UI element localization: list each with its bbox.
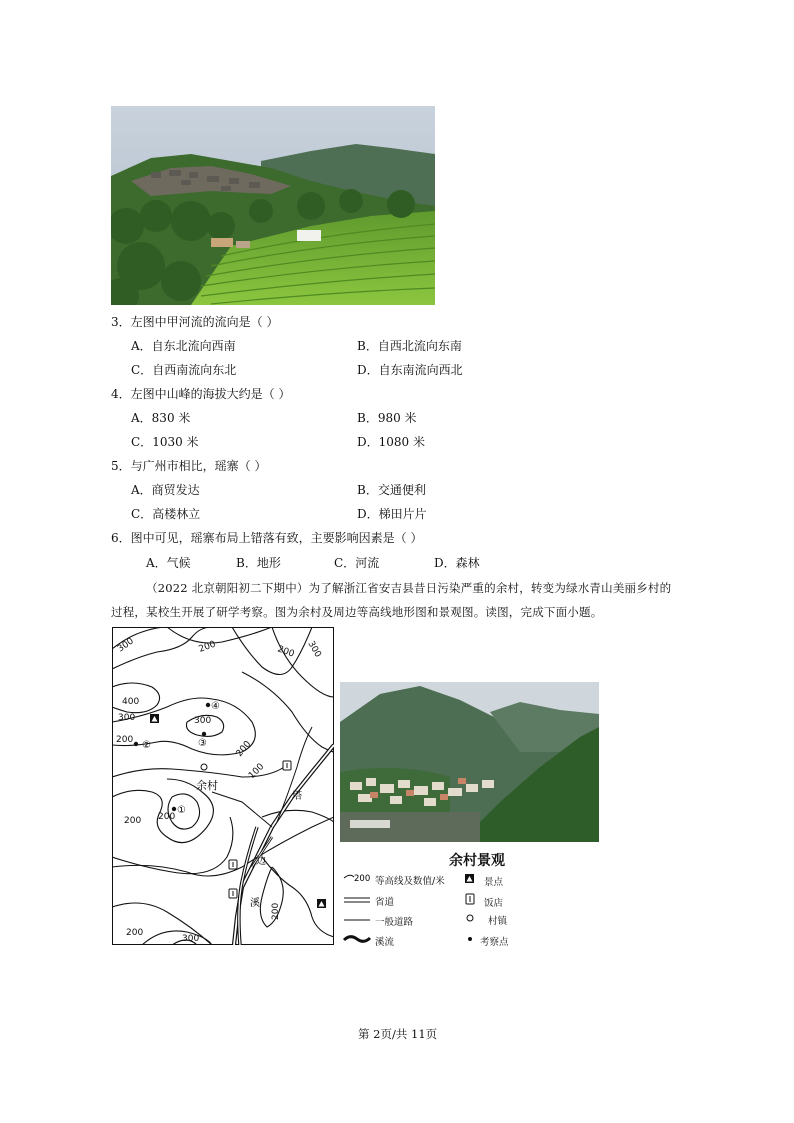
survey-point-label: ① bbox=[177, 805, 186, 816]
contour-label: 100 bbox=[247, 761, 267, 782]
question-4: 4．左图中山峰的海拔大约是（ ） bbox=[111, 387, 291, 401]
question-3 bbox=[111, 314, 278, 330]
page-footer: 第 2页/共 11页 bbox=[358, 1027, 438, 1041]
village-label: 余村 bbox=[196, 779, 218, 792]
option-4b: B．980 米 bbox=[357, 411, 417, 425]
option-5a: A．商贸发达 bbox=[131, 483, 200, 497]
legend-scenic-label: 景点 bbox=[484, 877, 504, 888]
contour-label: 300 bbox=[115, 636, 136, 655]
option-4c: C．1030 米 bbox=[131, 435, 199, 449]
option-6b: B．地形 bbox=[236, 556, 281, 570]
contour-icon-value: 200 bbox=[354, 874, 371, 884]
contour-label: 400 bbox=[122, 697, 140, 707]
restaurant-icon bbox=[466, 894, 474, 904]
option-4a: A．830 米 bbox=[131, 411, 191, 425]
contour-label: 200 bbox=[234, 739, 254, 759]
village-marker bbox=[201, 764, 207, 770]
option-3a: A．自东北流向西南 bbox=[131, 339, 236, 353]
contour-label: 200 bbox=[158, 812, 176, 822]
survey-point-label: ③ bbox=[198, 738, 207, 749]
option-6d: D．森林 bbox=[434, 556, 480, 570]
contour-label: 300 bbox=[182, 934, 200, 944]
option-6a: A．气候 bbox=[146, 556, 191, 570]
stream-label: 塔 bbox=[292, 791, 302, 802]
survey-point-label: ② bbox=[142, 740, 151, 751]
contour-icon bbox=[344, 875, 354, 878]
stream-icon bbox=[344, 937, 370, 942]
option-3b: B．自西北流向东南 bbox=[357, 339, 462, 353]
option-6c: C．河流 bbox=[334, 556, 380, 570]
legend-stream-label: 溪流 bbox=[375, 937, 395, 948]
legend-contour-label: 等高线及数值/米 bbox=[375, 876, 445, 887]
contour-label: 200 bbox=[271, 902, 281, 920]
yucun-landscape-photo bbox=[340, 682, 599, 842]
scenic-spot-icon bbox=[465, 874, 474, 883]
legend-town-label: 村镇 bbox=[488, 916, 508, 927]
contour-label: 300 bbox=[305, 639, 323, 660]
option-3c: C．自西南流向东北 bbox=[131, 363, 237, 377]
contour-label: 200 bbox=[197, 639, 218, 655]
question-5: 5．与广州市相比，瑶寨（ ） bbox=[111, 459, 267, 473]
intro-line-2: 过程，某校生开展了研学考察。图为余村及周边等高线地形图和景观图。读图，完成下面小题。 bbox=[111, 605, 603, 619]
stream-label: 边 bbox=[256, 856, 266, 867]
contour-label: 200 bbox=[116, 735, 134, 745]
contour-label: 200 bbox=[275, 644, 296, 660]
legend-restaurant-label: 饭店 bbox=[484, 898, 504, 909]
provincial-road-icon bbox=[344, 898, 370, 902]
scenic-spot-icon bbox=[150, 714, 159, 723]
contour-label: 200 bbox=[126, 928, 144, 938]
option-5d: D．梯田片片 bbox=[357, 507, 427, 521]
stream-label: 溪 bbox=[250, 898, 260, 909]
question-number: 3． bbox=[111, 315, 131, 329]
photo-caption: 余村景观 bbox=[449, 853, 505, 869]
legend-survey-point-label: 考察点 bbox=[480, 937, 509, 948]
survey-point-icon bbox=[468, 937, 472, 941]
option-3d: D．自东南流向西北 bbox=[357, 363, 463, 377]
yao-village-photo bbox=[111, 106, 435, 305]
scenic-spot-icon bbox=[317, 899, 326, 908]
question-6: 6．图中可见，瑶寨布局上错落有致，主要影响因素是（ ） bbox=[111, 531, 423, 545]
option-4d: D．1080 米 bbox=[357, 435, 425, 449]
option-5b: B．交通便利 bbox=[357, 483, 426, 497]
survey-point-label: ④ bbox=[211, 701, 220, 712]
contour-label: 300 bbox=[194, 716, 212, 726]
option-5c: C．高楼林立 bbox=[131, 507, 201, 521]
intro-line-1: （2022 北京朝阳初二下期中）为了解浙江省安吉县昔日污染严重的余村，转变为绿水青山美丽乡村的 bbox=[146, 581, 672, 595]
legend-road-label: 一般道路 bbox=[375, 917, 414, 928]
town-icon bbox=[467, 915, 473, 921]
map-legend bbox=[340, 870, 600, 950]
legend-provincial-road-label: 省道 bbox=[375, 897, 395, 908]
question-stem: 左图中甲河流的流向是（ ） bbox=[130, 315, 279, 329]
contour-label: 300 bbox=[118, 713, 136, 723]
contour-label: 200 bbox=[124, 816, 142, 826]
contour-map bbox=[112, 627, 334, 945]
